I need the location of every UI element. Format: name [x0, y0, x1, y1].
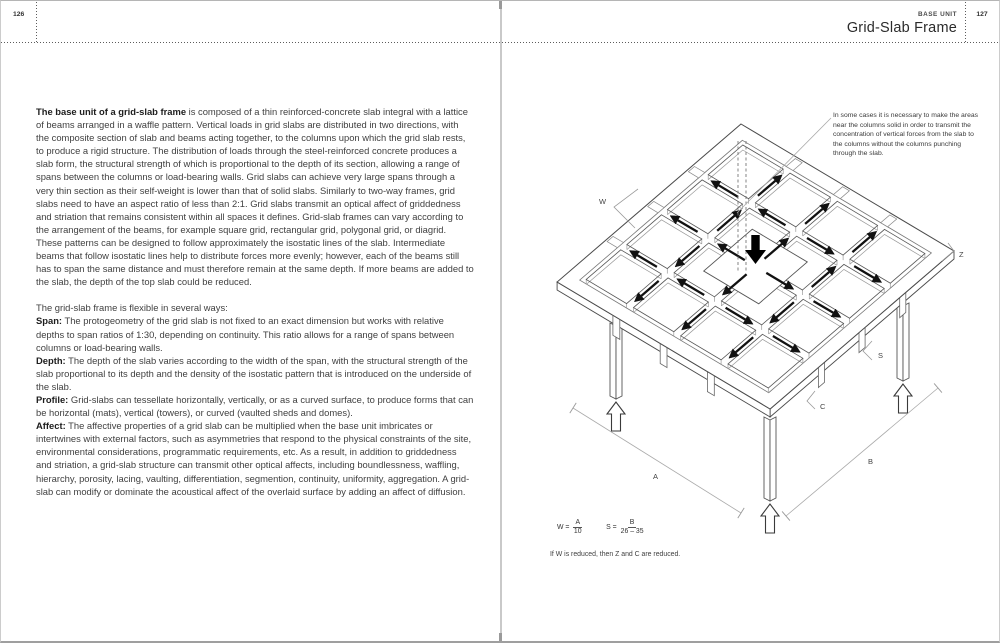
- left-folio-divider: [36, 1, 37, 42]
- formula-s-lhs: S =: [606, 524, 617, 532]
- svg-text:S: S: [878, 351, 884, 360]
- feature-span: [36, 314, 474, 353]
- feature-depth: [36, 354, 474, 393]
- formula-w-fraction: $\frac{A}{10}$: [573, 519, 582, 536]
- formulas: [557, 519, 644, 537]
- feature-affect: [36, 419, 474, 498]
- right-folio-divider: [965, 1, 966, 42]
- feature-profile: [36, 393, 474, 419]
- drawing-caption: If W is reduced, then Z and C are reduced.: [550, 551, 681, 558]
- feature-depth-label: Depth:: [36, 354, 66, 366]
- page-gutter-line: [500, 1, 502, 641]
- svg-text:C: C: [820, 402, 826, 411]
- svg-text:A: A: [653, 472, 659, 481]
- body-text-column: [36, 105, 474, 498]
- flexibility-block: [36, 301, 474, 497]
- gutter-tick-top: [499, 1, 502, 9]
- intro-paragraph: [36, 105, 474, 288]
- formula-s: [606, 519, 644, 537]
- intro-body: is composed of a thin reinforced-concrete slab integral with a lattice of beams arranged in a waffle pattern. Vertical loads in grid slabs are distributed in two directions, with the composite section of slab and beams acting together, to the columns upon which the grid slab rests, to produce a rigid structure. The distribution of loads through the steel-reinforced concrete produces a slab form, the structural strength of which is proportional to the depth of its section, allowing a range of spans between the columns or load-bearing walls. Grid slabs can achieve very large spans through a very thin section as their self-weight is lower than that of solid slabs. Similarly to two-way frames, grid slabs need to have an aspect ratio of less than 2:1. Grid slabs transmit an optical affect of griddedness and striation that remains consistent within all spaces it defines. Grid-slab frames can vary according to the arrangement of the beams, for example square grid, rectangular grid, polygonal grid, or diagrid. These patterns can be designed to follow approximately the isostatic lines of the slab. Intermediate beams that follow isostatic lines help to distribute forces more evenly; however, each of the beams still has to span the same distance and must therefore remain at the same depth. If more beams are added to the slab, the depth of the top slab could be reduced.: [36, 106, 474, 288]
- page-title: Grid-Slab Frame: [846, 20, 957, 36]
- feature-profile-label: Profile:: [36, 393, 69, 405]
- formula-w: [557, 519, 582, 537]
- feature-depth-text: The depth of the slab varies according to the width of the span, with the structural strength of the slab proportional to its depth and the density of the isostatic pattern that is introduced on the underside of the slab.: [36, 354, 472, 392]
- feature-profile-text: Grid-slabs can tessellate horizontally, vertically, or as a curved surface, to produce forms that can be horizontal (mats), vertical (towers), or curved (vaulted sheds and domes).: [36, 393, 474, 419]
- svg-text:W: W: [599, 197, 607, 206]
- feature-affect-label: Affect:: [36, 420, 66, 432]
- formula-w-lhs: W =: [557, 524, 570, 532]
- intro-lead-bold: The base unit of a grid-slab frame: [36, 106, 187, 117]
- feature-affect-text: The affective properties of a grid slab can be multiplied when the base unit imbricates or intertwines with external factors, such as asymmetries that respond to the physical constraints of the site, environmental considerations, programmatic requirements, etc. As a result, in addition to griddedness and striation, a grid-slab structure can transmit other optical affects, including boundlessness, waffling, hierarchy, porosity, lacing, vaulting, differentiation, segmention, continuity, uniformity, aggregation. A grid-slab can modify or dominate the acoustical affect of the overlaid surface by adding an affect of diffusion.: [36, 420, 472, 497]
- page-number-left: 126: [13, 11, 25, 18]
- svg-text:Z: Z: [959, 250, 964, 259]
- header-dotted-rule: [1, 42, 999, 43]
- chapter-kicker: BASE UNIT: [918, 11, 957, 18]
- page-number-right: 127: [976, 11, 988, 18]
- gutter-tick-bottom: [499, 633, 502, 641]
- feature-span-label: Span:: [36, 315, 63, 327]
- drawing-annotation: In some cases it is necessary to make the areas near the columns solid in order to transmit the concentration of vertical forces from the slab to the columns without the columns punching through the slab.: [833, 112, 979, 158]
- formula-s-fraction: $\frac{B}{26 - 35}$: [620, 519, 644, 536]
- feature-span-text: The protogeometry of the grid slab is not fixed to an exact dimension but works with relative depths to span ratios of 1:30, depending on continuity. This ratio allows for a range of spans between columns or load-bearing walls.: [36, 315, 455, 353]
- flexibility-intro: The grid-slab frame is flexible in several ways:: [36, 302, 228, 314]
- svg-text:B: B: [868, 457, 874, 466]
